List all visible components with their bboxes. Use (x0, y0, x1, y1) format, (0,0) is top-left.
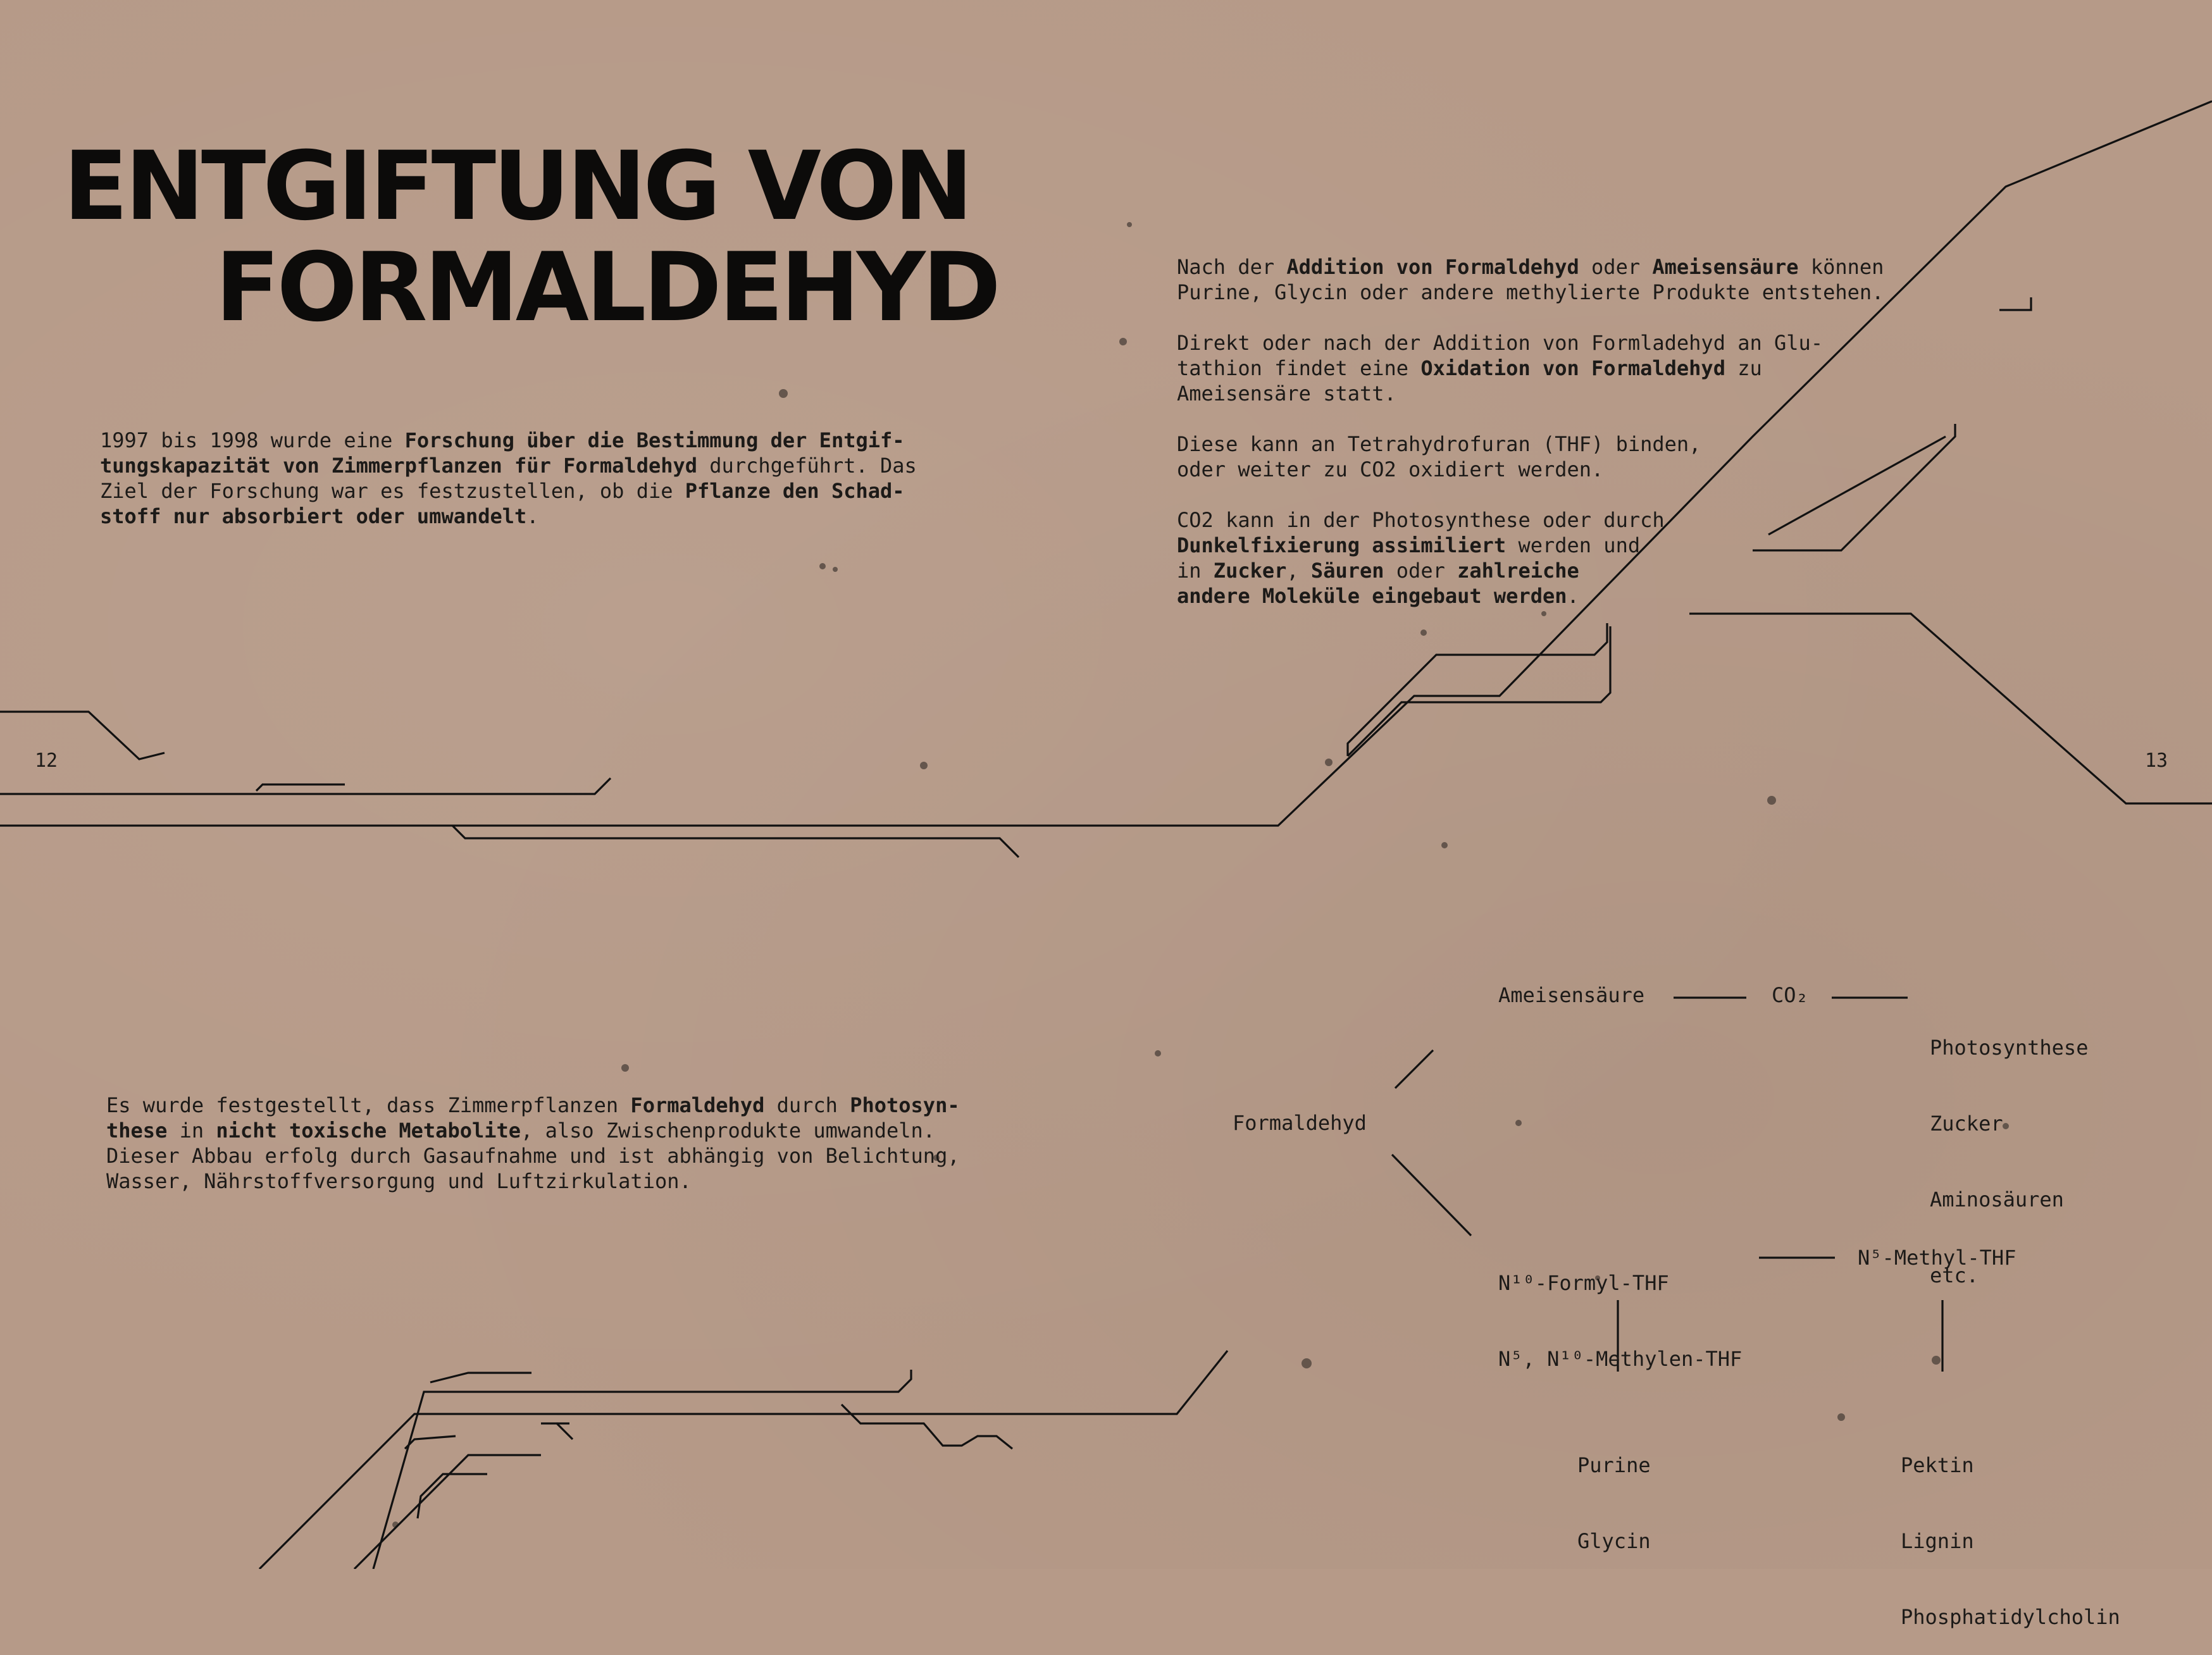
bold-text: stoff nur absorbiert oder umwandelt (100, 504, 527, 528)
node-ameisensaeure: Ameisensäure (1498, 983, 1645, 1007)
text-run: durchgeführt. Das (697, 454, 917, 478)
bold-text: Photosyn- (850, 1093, 960, 1117)
bold-text: tungskapazität von Zimmerpflanzen für Formaldehyd (100, 454, 698, 478)
text-line (106, 1168, 960, 1194)
bold-text: Pflanze den Schad- (685, 479, 905, 503)
node-glycin-line: Glycin (1577, 1529, 1651, 1553)
right-paragraph (1177, 330, 1884, 406)
text-line (1177, 280, 1884, 305)
node-photosynthese-line: Photosynthese (1930, 1036, 2089, 1060)
text-run: in (1177, 559, 1214, 583)
bold-text: andere Moleküle eingebaut werden (1177, 584, 1567, 608)
text-run: Diese kann an Tetrahydrofuran (THF) binden, (1177, 432, 1701, 456)
connector-formaldehyd-thf (1392, 1155, 1471, 1236)
right-text-block (1177, 254, 1884, 634)
text-run: Ameisensäre statt. (1177, 381, 1396, 406)
text-line (100, 478, 917, 504)
title-line-2: FORMALDEHYD (215, 233, 998, 343)
text-line (1177, 507, 1884, 533)
node-etc-line: etc. (1930, 1263, 1979, 1287)
text-run: 1997 bis 1998 wurde eine (100, 428, 405, 452)
node-formaldehyd: Formaldehyd (1233, 1111, 1367, 1135)
bold-text: zahlreiche (1457, 559, 1579, 583)
right-paragraph (1177, 254, 1884, 305)
node-pektin (1901, 1402, 2120, 1655)
text-line (1177, 457, 1884, 482)
text-line (1177, 381, 1884, 406)
bold-text: Ameisensäure (1652, 255, 1799, 279)
text-run: Purine, Glycin oder andere methylierte Produkte entstehen. (1177, 280, 1884, 304)
text-line (100, 504, 917, 529)
node-aminosaeuren-line: Aminosäuren (1930, 1187, 2064, 1212)
text-run: Es wurde festgestellt, dass Zimmerpflanzen (106, 1093, 631, 1117)
text-run: , (1286, 559, 1311, 583)
bold-text: Oxidation von Formaldehyd (1420, 356, 1725, 380)
node-formyl-thf: N¹⁰-Formyl-THF (1498, 1271, 1669, 1295)
node-co2: CO₂ (1772, 983, 1808, 1007)
text-line (1177, 583, 1884, 609)
bold-text: Säuren (1310, 559, 1384, 583)
text-run: Nach der (1177, 255, 1287, 279)
right-paragraph (1177, 507, 1884, 609)
text-line (1177, 431, 1884, 457)
conclusion-paragraph (106, 1093, 960, 1194)
text-run: werden und (1506, 533, 1641, 557)
page-number-left: 12 (35, 750, 58, 772)
right-paragraph (1177, 431, 1884, 482)
text-run: . (526, 504, 539, 528)
intro-paragraph (100, 428, 917, 529)
text-run: oder weiter zu CO2 oxidiert werden. (1177, 457, 1604, 481)
node-phosphatidylcholin-line: Phosphatidylcholin (1901, 1605, 2120, 1629)
bold-text: Forschung über die Bestimmung der Entgif- (404, 428, 905, 452)
node-purine (1577, 1402, 1651, 1579)
bold-text: Formaldehyd (630, 1093, 765, 1117)
node-thf (1498, 1220, 1742, 1397)
text-run: Dieser Abbau erfolg durch Gasaufnahme und ist abhängig von Belichtung, (106, 1144, 960, 1168)
text-run: CO2 kann in der Photosynthese oder durch (1177, 508, 1665, 532)
text-line (1177, 254, 1884, 280)
node-lignin-line: Lignin (1901, 1529, 1974, 1553)
title-line-1: ENTGIFTUNG VON (63, 132, 971, 242)
text-line (100, 428, 917, 453)
text-run: zu (1725, 356, 1762, 380)
text-line (1177, 533, 1884, 558)
text-line (106, 1093, 960, 1118)
text-line (1177, 330, 1884, 356)
node-pektin-line: Pektin (1901, 1453, 1974, 1477)
node-purine-line: Purine (1577, 1453, 1651, 1477)
bold-text: nicht toxische Metabolite (216, 1119, 521, 1143)
page-number-right: 13 (2145, 750, 2168, 772)
text-run: in (167, 1119, 216, 1143)
text-run: Ziel der Forschung war es festzustellen, ob die (100, 479, 685, 503)
page-title (63, 132, 998, 343)
node-methyl-thf: N⁵-Methyl-THF (1858, 1246, 2016, 1270)
text-line (100, 453, 917, 478)
text-run: oder (1384, 559, 1458, 583)
node-methylen-thf: N⁵, N¹⁰-Methylen-THF (1498, 1347, 1743, 1371)
text-run: durch (764, 1093, 850, 1117)
bold-text: Zucker (1213, 559, 1287, 583)
node-zucker-line: Zucker (1930, 1112, 2003, 1136)
text-line (1177, 558, 1884, 583)
bold-text: these (106, 1119, 168, 1143)
text-run: Direkt oder nach der Addition von Formladehyd an Glu- (1177, 331, 1824, 355)
text-run: können (1798, 255, 1884, 279)
text-run: , also Zwischenprodukte umwandeln. (521, 1119, 936, 1143)
bold-text: Addition von Formaldehyd (1286, 255, 1579, 279)
bold-text: Dunkelfixierung assimiliert (1177, 533, 1507, 557)
text-run: . (1567, 584, 1579, 608)
text-run: tathion findet eine (1177, 356, 1421, 380)
text-line (106, 1118, 960, 1143)
text-line (106, 1143, 960, 1168)
text-run: oder (1579, 255, 1653, 279)
connector-formaldehyd-ameisensaeure (1395, 1050, 1433, 1088)
text-run: Wasser, Nährstoffversorgung und Luftzirkulation. (106, 1169, 692, 1193)
text-line (1177, 356, 1884, 381)
